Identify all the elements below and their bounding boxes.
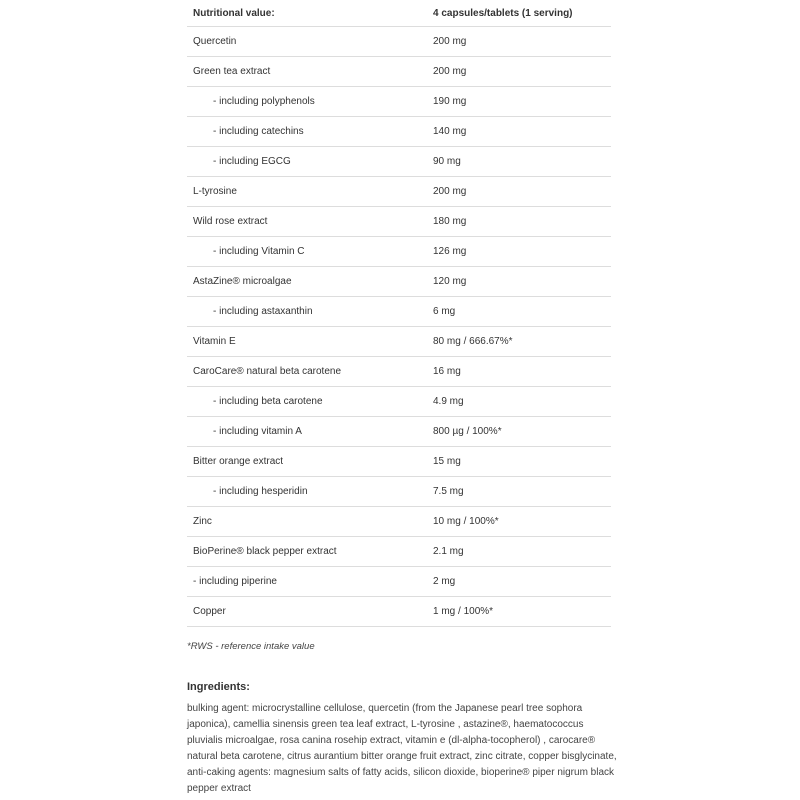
table-row: [187, 387, 611, 417]
nutrient-amount: 90 mg: [427, 147, 611, 177]
nutrient-amount: 800 µg / 100%*: [427, 417, 611, 447]
table-row: [187, 57, 611, 87]
nutrient-amount: 1 mg / 100%*: [427, 597, 611, 627]
column-header-serving: 4 capsules/tablets (1 serving): [427, 0, 611, 27]
table-row: [187, 567, 611, 597]
column-header-nutrient: Nutritional value:: [187, 0, 427, 27]
table-header-row: [187, 0, 611, 27]
nutrient-amount: 16 mg: [427, 357, 611, 387]
table-row: [187, 207, 611, 237]
nutrient-name: Zinc: [187, 507, 427, 537]
table-row: [187, 177, 611, 207]
nutrient-name: Copper: [187, 597, 427, 627]
nutrient-name: AstaZine® microalgae: [187, 267, 427, 297]
nutrient-name: - including hesperidin: [187, 477, 427, 507]
table-row: [187, 297, 611, 327]
nutrient-amount: 200 mg: [427, 57, 611, 87]
nutrient-amount: 120 mg: [427, 267, 611, 297]
table-row: [187, 507, 611, 537]
nutrient-name: BioPerine® black pepper extract: [187, 537, 427, 567]
nutrient-amount: 2 mg: [427, 567, 611, 597]
nutrient-name: Vitamin E: [187, 327, 427, 357]
nutrient-amount: 7.5 mg: [427, 477, 611, 507]
table-row: [187, 87, 611, 117]
nutrition-table-body: [187, 27, 611, 627]
table-row: [187, 147, 611, 177]
nutrient-amount: 6 mg: [427, 297, 611, 327]
nutrient-amount: 4.9 mg: [427, 387, 611, 417]
nutrient-name: - including Vitamin C: [187, 237, 427, 267]
nutrient-amount: 200 mg: [427, 27, 611, 57]
table-row: [187, 597, 611, 627]
nutrient-name: Quercetin: [187, 27, 427, 57]
nutrient-amount: 200 mg: [427, 177, 611, 207]
nutrient-name: Green tea extract: [187, 57, 427, 87]
table-row: [187, 327, 611, 357]
table-row: [187, 447, 611, 477]
nutrient-name: - including catechins: [187, 117, 427, 147]
nutrient-amount: 180 mg: [427, 207, 611, 237]
table-row: [187, 237, 611, 267]
reference-intake-footnote: *RWS - reference intake value: [187, 641, 315, 652]
table-row: [187, 417, 611, 447]
nutrient-amount: 126 mg: [427, 237, 611, 267]
table-row: [187, 357, 611, 387]
nutrient-amount: 140 mg: [427, 117, 611, 147]
nutrient-name: CaroCare® natural beta carotene: [187, 357, 427, 387]
nutrient-amount: 190 mg: [427, 87, 611, 117]
nutrient-name: Bitter orange extract: [187, 447, 427, 477]
nutrient-amount: 15 mg: [427, 447, 611, 477]
table-row: [187, 477, 611, 507]
nutrient-name: - including astaxanthin: [187, 297, 427, 327]
nutrient-amount: 80 mg / 666.67%*: [427, 327, 611, 357]
nutrient-name: - including vitamin A: [187, 417, 427, 447]
nutrient-amount: 2.1 mg: [427, 537, 611, 567]
table-row: [187, 267, 611, 297]
nutrient-name: Wild rose extract: [187, 207, 427, 237]
nutrition-table: [187, 0, 611, 627]
table-row: [187, 117, 611, 147]
nutrient-name: L-tyrosine: [187, 177, 427, 207]
nutrient-name: - including piperine: [187, 567, 427, 597]
table-row: [187, 537, 611, 567]
ingredients-text: bulking agent: microcrystalline cellulose, quercetin (from the Japanese pearl tree sophora japonica), camellia sinensis green tea leaf extract, L-tyrosine , astazine®, haematococcus pluvialis microalgae, rosa canina rosehip extract, vitamin e (dl-alpha-tocopherol) , carocare® natural beta carotene, citrus aurantium bitter orange fruit extract, zinc citrate, copper bisglycinate, anti-caking agents: magnesium salts of fatty acids, silicon dioxide, bioperine® piper nigrum black pepper extract: [187, 703, 617, 794]
ingredients-title: Ingredients:: [187, 681, 250, 693]
table-row: [187, 27, 611, 57]
nutrient-name: - including beta carotene: [187, 387, 427, 417]
nutrient-name: - including polyphenols: [187, 87, 427, 117]
nutrient-name: - including EGCG: [187, 147, 427, 177]
product-info: [187, 0, 617, 797]
nutrient-amount: 10 mg / 100%*: [427, 507, 611, 537]
